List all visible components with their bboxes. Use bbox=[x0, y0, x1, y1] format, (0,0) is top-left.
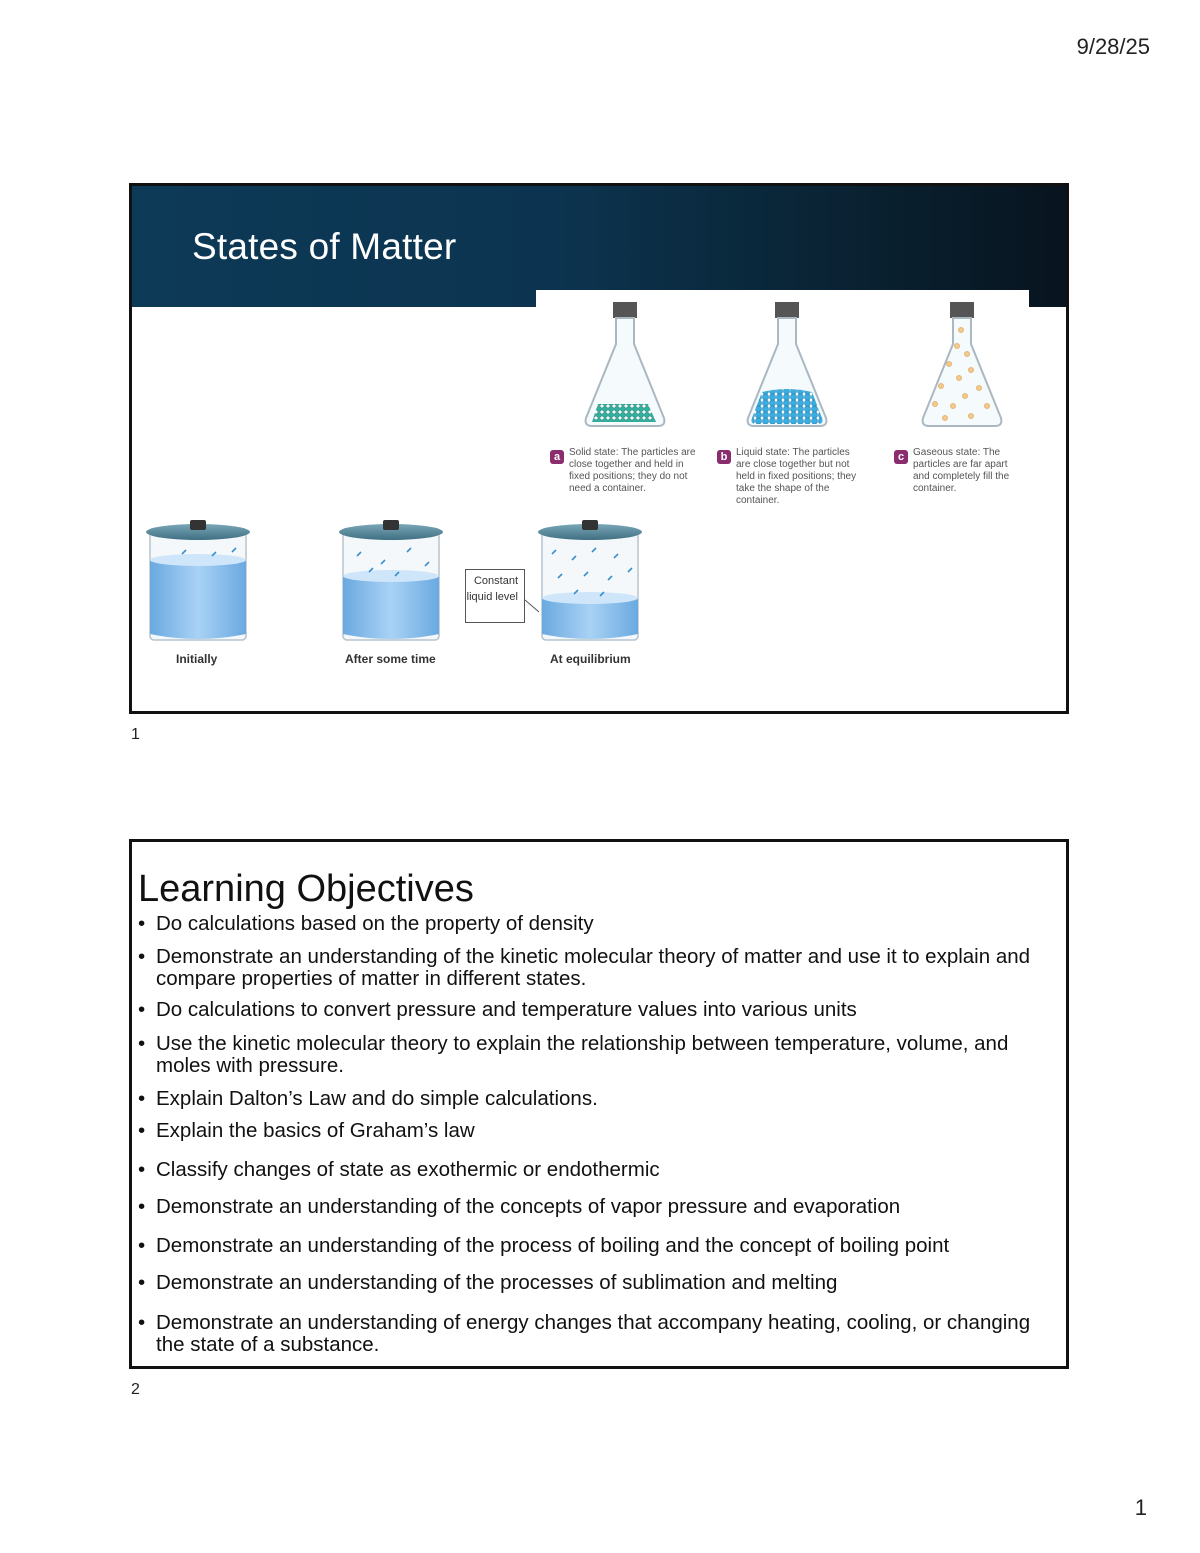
objective-text: Use the kinetic molecular theory to explain the relationship between temperature, volume, and moles with pressure. bbox=[156, 1032, 1009, 1077]
slide-title: States of Matter bbox=[192, 226, 457, 267]
objective-text: Classify changes of state as exothermic or endothermic bbox=[156, 1158, 660, 1181]
jar-label-after-some-time: After some time bbox=[345, 652, 436, 666]
bullet: • bbox=[138, 1311, 146, 1334]
jar-initially bbox=[146, 520, 250, 640]
bullet: • bbox=[138, 1032, 146, 1055]
objective-text: Demonstrate an understanding of the kinetic molecular theory of matter and use it to explain and compare properties of matter in different states. bbox=[156, 945, 1031, 990]
bullet: • bbox=[138, 1195, 146, 1218]
objective-text: Demonstrate an understanding of the concepts of vapor pressure and evaporation bbox=[156, 1195, 901, 1218]
bullet: • bbox=[138, 945, 146, 968]
list-item bbox=[138, 1272, 1058, 1294]
jar-after-some-time bbox=[339, 520, 443, 640]
jar-label-initially: Initially bbox=[176, 652, 218, 666]
slide-number-1: 1 bbox=[131, 726, 140, 743]
solid-caption: Solid state: The particles are close together and held in fixed positions; they do not need a container. bbox=[569, 447, 696, 494]
list-item bbox=[138, 1235, 1058, 1257]
tag-c: c bbox=[894, 450, 908, 464]
list-item bbox=[138, 913, 1058, 935]
list-item bbox=[138, 1120, 1058, 1142]
objective-text: Demonstrate an understanding of energy changes that accompany heating, cooling, or changing the state of a substance. bbox=[156, 1311, 1031, 1356]
page-number: 1 bbox=[1134, 1495, 1147, 1520]
list-item bbox=[138, 1033, 1058, 1077]
callout-pointer bbox=[525, 596, 545, 616]
list-item bbox=[138, 1196, 1058, 1218]
list-item bbox=[138, 999, 1058, 1021]
gas-flask bbox=[923, 302, 1002, 426]
constant-liquid-level-callout: Constant liquid level bbox=[465, 569, 525, 623]
list-item bbox=[138, 1159, 1058, 1181]
bullet: • bbox=[138, 1119, 146, 1142]
jar-label-at-equilibrium: At equilibrium bbox=[550, 652, 631, 666]
bullet: • bbox=[138, 1234, 146, 1257]
bullet: • bbox=[138, 998, 146, 1021]
list-item bbox=[138, 1088, 1058, 1110]
slide-title: Learning Objectives bbox=[138, 868, 474, 910]
bullet: • bbox=[138, 1087, 146, 1110]
list-item bbox=[138, 946, 1058, 990]
slide-number-2: 2 bbox=[131, 1381, 140, 1398]
liquid-flask bbox=[748, 302, 827, 426]
jar-at-equilibrium bbox=[538, 520, 642, 640]
liquid-caption: Liquid state: The particles are close together but not held in fixed positions; they take the shape of the container. bbox=[736, 447, 857, 506]
tag-a: a bbox=[550, 450, 564, 464]
objective-text: Explain the basics of Graham’s law bbox=[156, 1119, 475, 1142]
slide-learning-objectives bbox=[129, 839, 1069, 1369]
list-item bbox=[138, 1312, 1058, 1356]
gas-caption: Gaseous state: The particles are far apart and completely fill the container. bbox=[913, 447, 1010, 494]
solid-flask bbox=[586, 302, 665, 426]
slide-states-of-matter bbox=[129, 183, 1069, 714]
objective-text: Do calculations to convert pressure and temperature values into various units bbox=[156, 998, 857, 1021]
jars-figure bbox=[142, 516, 652, 651]
tag-b: b bbox=[717, 450, 731, 464]
objective-text: Explain Dalton’s Law and do simple calculations. bbox=[156, 1087, 598, 1110]
bullet: • bbox=[138, 1271, 146, 1294]
flasks-figure bbox=[572, 298, 1052, 438]
document-date: 9/28/25 bbox=[1076, 34, 1150, 59]
bullet: • bbox=[138, 912, 146, 935]
objective-text: Demonstrate an understanding of the processes of sublimation and melting bbox=[156, 1271, 838, 1294]
bullet: • bbox=[138, 1158, 146, 1181]
objective-text: Do calculations based on the property of density bbox=[156, 912, 594, 935]
objective-text: Demonstrate an understanding of the process of boiling and the concept of boiling point bbox=[156, 1234, 950, 1257]
